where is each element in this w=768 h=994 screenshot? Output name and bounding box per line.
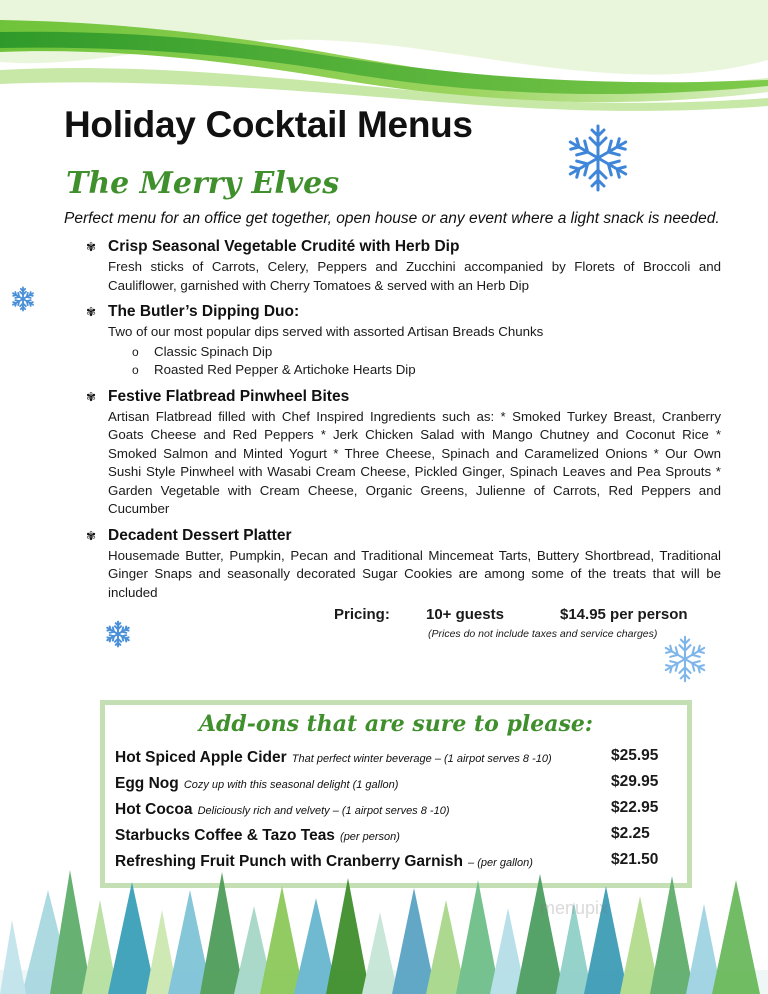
fleuron-bullet-icon: ✾	[86, 528, 97, 543]
dip-name: Roasted Red Pepper & Artichoke Hearts Dip	[154, 362, 416, 377]
menu-item	[86, 527, 721, 603]
item-title: The Butler’s Dipping Duo:	[108, 303, 300, 320]
addon-price: $2.25	[611, 825, 650, 842]
item-description: Housemade Butter, Pumpkin, Pecan and Traditional Mincemeat Tarts, Buttery Shortbread, Traditional Ginger Snaps and seasonally decorated Sugar Cookies are among some of the treats that will be included	[108, 547, 721, 600]
addons-title: Add-ons that are sure to please:	[198, 711, 594, 737]
pricing-guests: 10+ guests	[426, 606, 504, 623]
page-title: Holiday Cocktail Menus	[64, 104, 473, 145]
addon-price: $25.95	[611, 747, 659, 764]
menu-item	[86, 238, 721, 295]
circle-bullet-icon: o	[132, 363, 139, 377]
addon-row	[115, 825, 675, 847]
item-title: Decadent Dessert Platter	[108, 526, 292, 544]
menu-items	[86, 238, 721, 610]
pricing-price: $14.95 per person	[560, 606, 688, 623]
small-snowflake-icon	[10, 286, 36, 312]
addon-name: Starbucks Coffee & Tazo Teas	[115, 827, 335, 844]
menu-intro: Perfect menu for an office get together, open house or any event where a light snack is needed.	[64, 210, 720, 227]
addon-name: Egg Nog	[115, 775, 179, 792]
item-description: Artisan Flatbread filled with Chef Inspired Ingredients such as: * Smoked Turkey Breast, Cranberry Goats Cheese and Red Peppers * Jerk Chicken Salad with Mango Chutney and Coconut Rice * Smoked Salmon and Minted Yogurt * Three Cheese, Spinach and Caramelized Onions * Our Own Sushi Style Pinwheel with Wasabi Cream Cheese, Pickled Ginger, Spinach Leaves and Pea Sprouts * Garden Vegetable with Cream Cheese, Organic Greens, Julienne of Carrots, Red Peppers and Cucumber	[108, 408, 721, 516]
addon-price: $29.95	[611, 773, 659, 790]
circle-bullet-icon: o	[132, 344, 139, 359]
item-title: Crisp Seasonal Vegetable Crudité with Herb Dip	[108, 238, 460, 255]
addon-description: (per person)	[340, 831, 400, 843]
dip-name: Classic Spinach Dip	[154, 343, 273, 359]
pricing-label: Pricing:	[334, 606, 390, 623]
addon-description: Deliciously rich and velvety – (1 airpot serves 8 -10)	[197, 805, 450, 817]
fleuron-bullet-icon: ✾	[86, 389, 97, 404]
large-snowflake-icon	[562, 122, 634, 194]
addon-row	[115, 773, 675, 795]
addon-description: That perfect winter beverage – (1 airpot serves 8 -10)	[291, 753, 552, 765]
snowflake-icon	[660, 634, 710, 684]
menu-item	[86, 303, 721, 380]
item-description: Two of our most popular dips served with assorted Artisan Breads Chunks	[108, 324, 544, 339]
green-swoosh-decoration	[0, 0, 768, 115]
christmas-trees-decoration	[0, 860, 768, 994]
addon-description: Cozy up with this seasonal delight (1 gallon)	[183, 779, 399, 791]
menu-item	[86, 388, 721, 519]
dip-list	[132, 343, 721, 380]
addon-price: $21.50	[611, 851, 659, 868]
addon-description: – (per gallon)	[468, 857, 533, 869]
item-title: Festive Flatbread Pinwheel Bites	[108, 387, 350, 405]
pricing-note: (Prices do not include taxes and service charges)	[428, 628, 658, 640]
addon-name: Hot Cocoa	[115, 801, 193, 818]
list-item	[132, 361, 721, 380]
addon-price: $22.95	[611, 799, 659, 816]
menu-subtitle: The Merry Elves	[66, 166, 340, 201]
addon-name: Hot Spiced Apple Cider	[115, 749, 287, 766]
fleuron-bullet-icon: ✾	[86, 240, 97, 254]
pricing-line	[334, 606, 754, 628]
addon-name: Refreshing Fruit Punch with Cranberry Garnish	[115, 853, 463, 870]
fleuron-bullet-icon: ✾	[86, 305, 97, 319]
addon-row	[115, 799, 675, 821]
small-snowflake-icon	[104, 620, 132, 648]
addon-row	[115, 747, 675, 769]
item-description: Fresh sticks of Carrots, Celery, Peppers and Zucchini accompanied by Florets of Broccoli and Cauliflower, garnished with Cherry Tomatoes & served with an Herb Dip	[108, 259, 721, 293]
list-item	[132, 343, 721, 362]
watermark: menupix	[540, 898, 609, 918]
